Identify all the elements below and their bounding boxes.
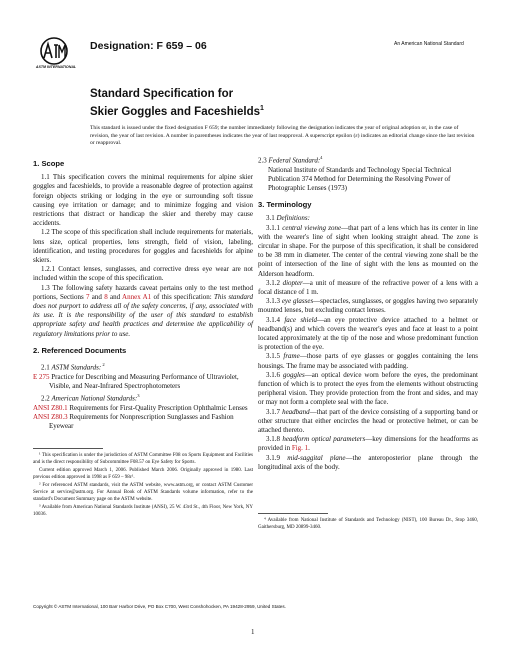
para-1-2-1: 1.2.1 Contact lenses, sunglasses, and corrective dress eye wear are not included within the scope of this specification. (33, 265, 253, 283)
standard-type: An American National Standard (394, 41, 464, 47)
para-1-2: 1.2 The scope of this specification shall include requirements for materials, lens size, optical properties, lens strength, field of vision, labeling, identification, and testing procedures for goggles and faceshields for alpine skiers. (33, 228, 253, 265)
para-2-2: 2.2 American National Standards:$^3$ (41, 393, 140, 403)
para-3-1: 3.1 Definitions: (266, 214, 310, 223)
ansi-z80-3-reference: ANSI Z80.3 Requirements for Nonprescription Sunglasses and Fashion Eyewear (33, 412, 234, 430)
section-7-link[interactable]: 7 (86, 292, 90, 301)
title-line-2: Skier Goggles and Faceshields$^1$ (90, 104, 264, 118)
para-1-1: 1.1 This specification covers the minimal requirements for alpine skier goggles and faceshields, to provide a reasonable degree of protection against foreign objects striking or lodging in the eye or surrounding soft tissue causing eye irritation or damage; and to minimize fogging and vision restrictions that distract or handicap the skier and thereby may cause accidents. (33, 173, 253, 228)
para-2-1: 2.1 ASTM Standards: $^2$ (41, 362, 105, 372)
copyright-line: Copyright © ASTM International, 100 Barr Harbor Drive, PO Box C700, West Conshohocken, PA 19428-2959, United States. (33, 604, 286, 609)
annex-a1-link[interactable]: Annex A1 (122, 292, 152, 301)
issuance-notice: This standard is issued under the fixed designation F 659; the number immediately following the designation indicates the year of original adoption or, in the case of revision, the year of last revision. A number in parentheses indicates the year of last reapproval. A superscript epsilon (ε) indicates an editorial change since the last revision or reapproval. (90, 125, 475, 147)
ansi-z80-3-link[interactable]: ANSI Z80.3 (33, 412, 68, 421)
def-3-1-4: 3.1.4 face shield—an eye protective device attached to a helmet or headband(s) and which covers the wearer's eyes and face at least to a point located approximately at the tip of the nose and whose predominant function is protection of the eye. (258, 315, 478, 352)
nist-reference: National Institute of Standards and Technology Special Technical Publication 374 Method for Determining the Resolving Power of Photographic Lenses (1973) (268, 165, 452, 192)
title-line-1: Standard Specification for (90, 88, 234, 100)
footnote-4: ⁴ Available from National Institute of Standards and Technology (NIST), 100 Bureau Dr., Stop 3460, Gaithersburg, MD 20899-3460. (258, 518, 478, 530)
ansi-z80-1-reference: ANSI Z80.1 Requirements for First-Quality Prescription Ophthalmic Lenses (33, 403, 248, 412)
footnote-3: ³ Available from American National Standards Institute (ANSI), 25 W. 43rd St., 4th Floor, New York, NY 10036. (33, 505, 253, 517)
section-8-link[interactable]: 8 (104, 292, 108, 301)
footnote-2: ² For referenced ASTM standards, visit the ASTM website, www.astm.org, or contact ASTM Customer Service at service@astm.org. For Annual Book of ASTM Standards volume information, refer to the standard's Document Summary page on the ASTM website. (33, 483, 253, 502)
def-3-1-5: 3.1.5 frame—those parts of eye glasses or goggles containing the lens housings. The frame may be associated with padding. (258, 352, 478, 370)
e275-reference: E 275 Practice for Describing and Measuring Performance of Ultraviolet, Visible, and Near-Infrared Spectrophotometers (33, 372, 239, 390)
logo-text: ASTM INTERNATIONAL (35, 65, 77, 69)
terminology-heading: 3. Terminology (258, 200, 312, 210)
footnote-rule (33, 448, 103, 449)
references-heading: 2. Referenced Documents (33, 345, 127, 355)
para-2-3: 2.3 Federal Standard:$^4$ (258, 155, 323, 165)
e275-link[interactable]: E 275 (33, 372, 50, 381)
footnote-1b: Current edition approved March 1, 2006. Published March 2006. Originally approved in 1980. Last previous edition approved in 1998 as F 659 – 98ε¹. (33, 468, 253, 480)
fig-1-link[interactable]: Fig. 1 (291, 444, 309, 453)
def-3-1-9: 3.1.9 mid-saggital plane—the anteroposterior plane through the longitudinal axis of the body. (258, 453, 478, 471)
def-3-1-2: 3.1.2 diopter—a unit of measure of the refractive power of a lens with a focal distance of 1 m. (258, 278, 479, 296)
footnote-1: ¹ This specification is under the jurisdiction of ASTM Committee F08 on Sports Equipment and Facilities and is the direct responsibility of Subcommittee F08.57 on Eye Safety for Sports. (33, 453, 253, 465)
page-number: 1 (251, 628, 255, 636)
right-column (258, 155, 478, 472)
def-3-1-7: 3.1.7 headband—that part of the device consisting of a supporting band or other structure that either encircles the head or protective helmet, or can be attached thereto. (258, 407, 478, 435)
left-column (33, 155, 253, 431)
left-footnotes (33, 448, 253, 520)
def-3-1-1: 3.1.1 central viewing zone—that part of a lens which has its center in line with the wearer's line of sight when looking straight ahead. The zone is circular in shape. For the purpose of this specification, it shall be considered to be 38 mm in diameter. The center of the central viewing zone shall be the point of intersection of the line of sight with the lens as mounted on the Alderson headform. (258, 223, 479, 278)
footnote-rule-right (258, 513, 328, 514)
para-1-3: 1.3 The following safety hazards caveat pertains only to the test method portions, Sections 7 and 8 and Annex A1 of this specification: This standard does not purport to address all of the safety concerns, if any, associated with its use. It is the responsibility of the user of this standard to establish appropriate safety and health practices and determine the applicability of regulatory limitations prior to use. (33, 283, 254, 338)
def-3-1-3: 3.1.3 eye glasses—spectacles, sunglasses, or goggles having two separately mounted lenses, but excluding contact lenses. (258, 297, 478, 315)
ansi-z80-1-link[interactable]: ANSI Z80.1 (33, 403, 68, 412)
def-3-1-8: 3.1.8 headform optical parameters—key dimensions for the headforms as provided in Fig. 1. (258, 435, 478, 453)
def-3-1-6: 3.1.6 goggles—an optical device worn before the eyes, the predominant function of which is to protect the eyes from the elements without obstructing peripheral vision. They provide protection from the front and sides, and may or may not form a complete seal with the face. (258, 370, 479, 407)
right-footnotes (258, 513, 478, 533)
page-title (90, 88, 420, 119)
astm-logo (36, 36, 76, 74)
designation: Designation: F 659 – 06 (90, 40, 207, 52)
scope-heading: 1. Scope (33, 159, 65, 168)
